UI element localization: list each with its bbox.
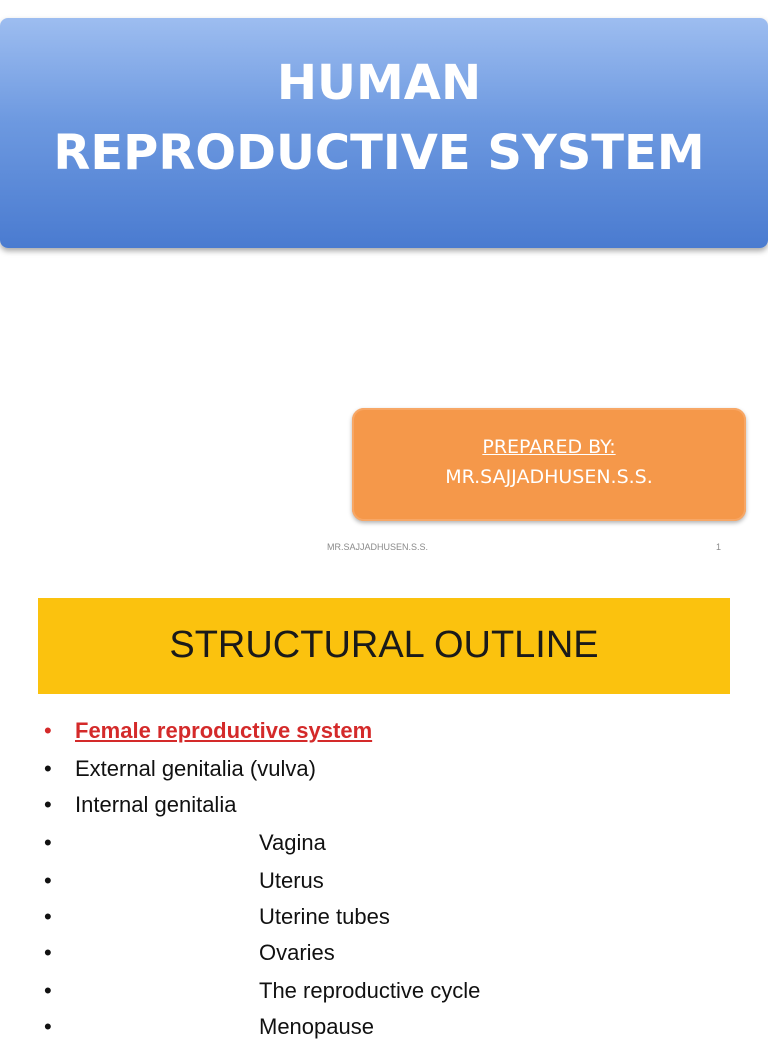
list-item [44, 1014, 744, 1050]
list-item-label: Menopause [259, 1014, 374, 1039]
list-item [44, 940, 744, 976]
bullet-icon: • [44, 940, 52, 965]
title-line-1: HUMAN [276, 55, 482, 111]
prepared-by-box [352, 408, 746, 521]
list-item [44, 830, 744, 866]
bullet-icon: • [44, 792, 52, 817]
list-item [44, 756, 744, 792]
bullet-icon: • [44, 756, 52, 781]
list-item-label: Uterus [259, 868, 324, 893]
author-name: MR.SAJJADHUSEN.S.S. [445, 466, 653, 488]
list-item-label: Female reproductive system [75, 718, 373, 743]
page-number: 1 [716, 542, 722, 552]
bullet-icon: • [44, 718, 52, 743]
list-item [44, 792, 744, 828]
list-item [44, 868, 744, 904]
bullet-icon: • [44, 904, 52, 929]
slide-2 [0, 570, 768, 1039]
list-item [44, 718, 744, 754]
list-item-label: Uterine tubes [259, 904, 390, 929]
bullet-icon: • [44, 1014, 52, 1039]
bullet-icon: • [44, 978, 52, 1003]
slide-title [30, 48, 728, 198]
list-item-label: Vagina [259, 830, 326, 855]
footer-author: MR.SAJJADHUSEN.S.S. [327, 542, 429, 552]
list-item-label: External genitalia (vulva) [75, 756, 316, 781]
list-item-label: The reproductive cycle [259, 978, 481, 1003]
bullet-icon: • [44, 868, 52, 893]
outline-title: STRUCTURAL OUTLINE [169, 624, 599, 666]
list-item [44, 978, 744, 1014]
title-line-2: REPRODUCTIVE SYSTEM [53, 125, 705, 181]
bullet-icon: • [44, 830, 52, 855]
list-item-label: Ovaries [259, 940, 335, 965]
outline-header [38, 598, 730, 694]
prepared-by-label: PREPARED BY: [482, 436, 616, 458]
title-banner [0, 18, 768, 248]
list-item [44, 904, 744, 940]
list-item-label: Internal genitalia [75, 792, 237, 817]
